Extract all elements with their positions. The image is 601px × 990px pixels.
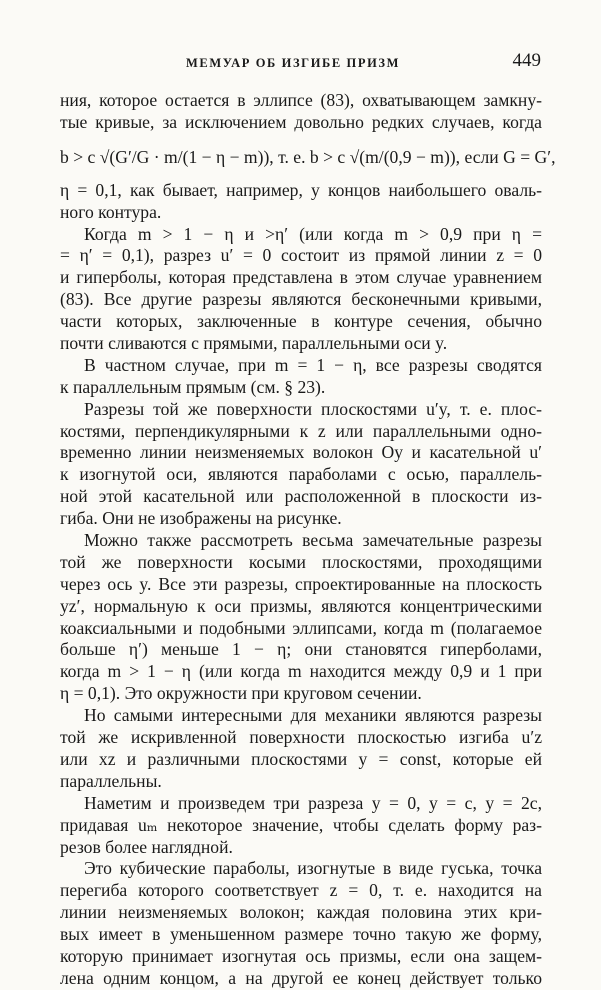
text-line: больше η′) меньше 1 − η; они становятся гиперболами, (60, 639, 542, 660)
text-line: временно линии неизменяемых волокон Oy и касательной u′ (60, 442, 542, 463)
text-line: вых имеет в уменьшенном размере точно такую же форму, (60, 924, 542, 945)
text-line: и гиперболы, которая представлена в этом случае уравнением (60, 267, 542, 288)
text-line: В частном случае, при m = 1 − η, все разрезы сводятся (84, 354, 542, 375)
text-line: Можно также рассмотреть весьма замечательные разрезы (84, 530, 542, 551)
text-line: части которых, заключенные в контуре сечения, обычно (60, 311, 542, 332)
text-line: η = 0,1, как бывает, например, у концов наибольшего оваль- (60, 179, 542, 200)
text-line: придавая uₘ некоторое значение, чтобы сделать форму раз- (60, 814, 542, 835)
text-line: параллельны. (60, 770, 162, 791)
text-line: ной этой касательной или расположенной в плоскости из- (60, 486, 542, 507)
text-line: перегиба которого соответствует z = 0, т. е. находится на (60, 880, 542, 901)
text-line: когда m > 1 − η (или когда m находится между 0,9 и 1 при (60, 661, 542, 682)
text-line: или xz и различными плоскостями y = const, которые ей (60, 748, 542, 769)
text-line: Наметим и произведем три разреза y = 0, y = c, y = 2c, (84, 792, 542, 813)
running-title: МЕМУАР ОБ ИЗГИБЕ ПРИЗМ (186, 56, 401, 70)
text-line: той же искривленной поверхности плоскостью изгиба u′z (60, 727, 542, 748)
text-line: Разрезы той же поверхности плоскостями u′y, т. е. плос- (84, 398, 542, 419)
text-line: Когда m > 1 − η и >η′ (или когда m > 0,9 при η = (84, 223, 542, 244)
text-line: которую принимает изогнутая ось призмы, если она защем- (60, 945, 542, 966)
text-line: yz′, нормальную к оси призмы, являются концентрическими (60, 595, 542, 616)
text-line: коаксиальными и подобными эллипсами, когда m (полагаемое (60, 617, 542, 638)
text-line: Это кубические параболы, изогнутые в виде гуська, точка (84, 858, 542, 879)
text-line: (83). Все другие разрезы являются бесконечными кривыми, (60, 289, 542, 310)
text-line: через ось y. Все эти разрезы, спроектированные на плоскость (60, 573, 542, 594)
text-line: ного контура. (60, 201, 162, 222)
text-line: тые кривые, за исключением довольно редких случаев, когда (60, 111, 542, 132)
text-line: к параллельным прямым (см. § 23). (60, 376, 326, 397)
text-line: Но самыми интересными для механики являются разрезы (84, 705, 542, 726)
text-line: той же поверхности косыми плоскостями, проходящими (60, 551, 542, 572)
text-line: резов более наглядной. (60, 836, 233, 857)
text-line: гиба. Они не изображены на рисунке. (60, 508, 342, 529)
page-number: 449 (512, 50, 541, 71)
text-line: костями, перпендикулярными к z или параллельными одно- (60, 420, 542, 441)
text-line: почти сливаются с прямыми, параллельными оси y. (60, 333, 448, 354)
text-line: линии неизменяемых волокон; каждая половина этих кри- (60, 902, 542, 923)
page-header (56, 50, 541, 80)
text-line: к изогнутой оси, являются параболами с осью, параллель- (60, 464, 542, 485)
formula-line: b > c √(G′/G · m/(1 − η − m)), т. е. b > c √(m/(0,9 − m)), если G = G′, (60, 146, 556, 167)
text-line: η = 0,1). Это окружности при круговом сечении. (60, 683, 422, 704)
text-line: лена одним концом, а на другой ее конец действует только (60, 967, 542, 988)
body-text (60, 90, 556, 990)
text-line: ния, которое остается в эллипсе (83), охватывающем замкну- (60, 90, 542, 110)
text-line: = η′ = 0,1), разрез u′ = 0 состоит из прямой линии z = 0 (60, 245, 542, 266)
